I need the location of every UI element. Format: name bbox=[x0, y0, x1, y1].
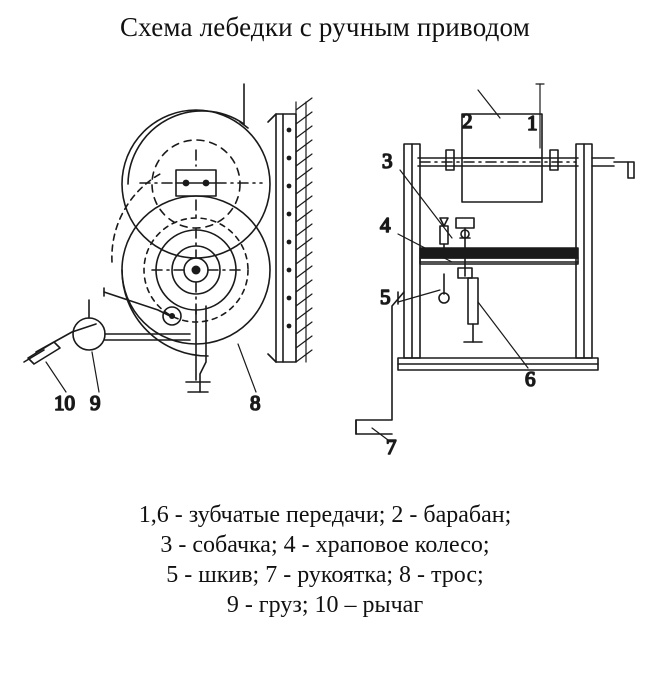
callout-7-label: 7 bbox=[386, 435, 397, 459]
legend-line-3: 5 - шкив; 7 - рукоятка; 8 - трос; bbox=[166, 562, 484, 588]
callout-2-label: 2 bbox=[462, 109, 473, 133]
legend-line-2: 3 - собачка; 4 - храповое колесо; bbox=[160, 532, 490, 558]
right-front-view bbox=[356, 84, 634, 459]
callout-8-label: 8 bbox=[250, 391, 261, 415]
callout-10-label: 10 bbox=[54, 391, 75, 415]
legend bbox=[0, 500, 650, 620]
callout-4-label: 4 bbox=[380, 213, 391, 237]
left-side-view bbox=[24, 84, 312, 415]
housing-arcs-side bbox=[112, 84, 248, 356]
side-frame-plate bbox=[268, 114, 296, 362]
winch-schematic-diagram bbox=[0, 62, 650, 462]
schematic-svg bbox=[0, 62, 650, 462]
callout-3-label: 3 bbox=[382, 149, 393, 173]
wall-hatching bbox=[296, 98, 312, 362]
callout-5-label: 5 bbox=[380, 285, 391, 309]
callout-9-label: 9 bbox=[90, 391, 101, 415]
legend-line-1: 1,6 - зубчатые передачи; 2 - барабан; bbox=[138, 502, 512, 528]
page-title: Схема лебедки с ручным приводом bbox=[119, 12, 531, 42]
rope-cable-side bbox=[186, 306, 210, 392]
callout-1-label: 1 bbox=[527, 111, 538, 135]
callout-6-label: 6 bbox=[525, 367, 536, 391]
legend-line-4: 9 - груз; 10 – рычаг bbox=[226, 592, 424, 618]
gear-6-front bbox=[464, 278, 482, 342]
lever-and-weight-side bbox=[24, 288, 190, 364]
left-callout-leaders bbox=[46, 344, 256, 392]
pulley-front bbox=[420, 248, 578, 264]
